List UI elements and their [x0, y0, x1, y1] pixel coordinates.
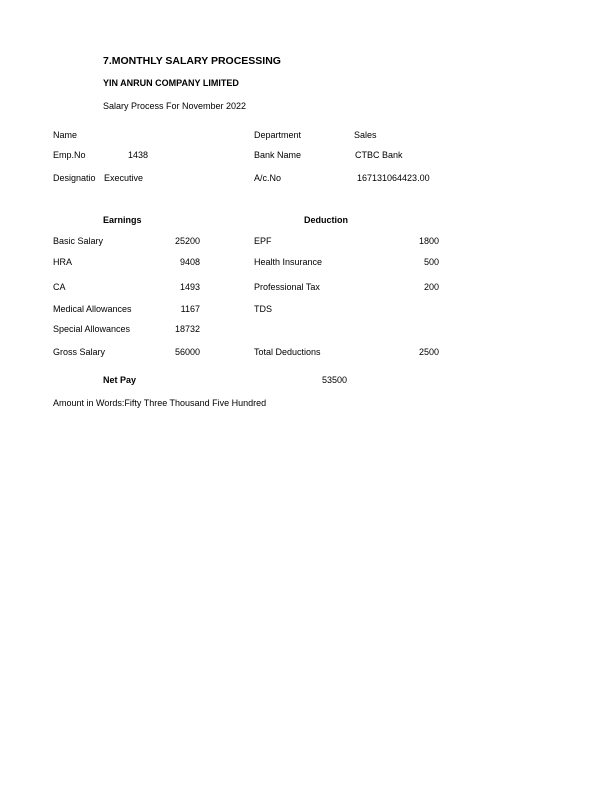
emp-no-value: 1438 — [128, 150, 149, 160]
gross-salary-label: Gross Salary — [53, 347, 106, 357]
deduction-value: 1800 — [418, 236, 439, 246]
total-deductions-label: Total Deductions — [254, 347, 321, 357]
earning-label: CA — [53, 282, 66, 292]
deduction-heading: Deduction — [304, 215, 348, 225]
bank-name-value: CTBC Bank — [355, 150, 403, 160]
earnings-heading: Earnings — [103, 215, 142, 225]
deduction-label: EPF — [254, 236, 272, 246]
earning-value: 1493 — [179, 282, 200, 292]
deduction-label: Professional Tax — [254, 282, 320, 292]
designation-value: Executive — [104, 173, 144, 183]
net-pay-value: 53500 — [322, 375, 348, 385]
earning-label: Medical Allowances — [53, 304, 132, 314]
earning-label: Special Allowances — [53, 324, 131, 334]
name-label: Name — [53, 130, 78, 140]
deduction-value: 200 — [423, 282, 439, 292]
earning-value: 18732 — [174, 324, 200, 334]
designation-label: Designatio — [53, 173, 96, 183]
earning-value: 9408 — [179, 257, 200, 267]
account-value: 167131064423.00 — [357, 173, 430, 183]
department-value: Sales — [354, 130, 377, 140]
earning-label: Basic Salary — [53, 236, 104, 246]
earning-value: 25200 — [174, 236, 200, 246]
earning-value: 1167 — [180, 304, 200, 314]
deduction-label: TDS — [254, 304, 272, 314]
salary-period: Salary Process For November 2022 — [103, 101, 247, 111]
document-title: 7.MONTHLY SALARY PROCESSING — [103, 55, 281, 67]
gross-salary-value: 56000 — [174, 347, 200, 357]
company-name: YIN ANRUN COMPANY LIMITED — [103, 78, 239, 88]
earning-label: HRA — [53, 257, 73, 267]
emp-no-label: Emp.No — [53, 150, 86, 160]
department-label: Department — [254, 130, 302, 140]
net-pay-label: Net Pay — [103, 375, 137, 385]
deduction-value: 500 — [423, 257, 439, 267]
account-label: A/c.No — [254, 173, 282, 183]
total-deductions-value: 2500 — [418, 347, 439, 357]
bank-name-label: Bank Name — [254, 150, 302, 160]
deduction-label: Health Insurance — [254, 257, 323, 267]
amount-in-words: Amount in Words:Fifty Three Thousand Five Hundred — [53, 398, 267, 408]
